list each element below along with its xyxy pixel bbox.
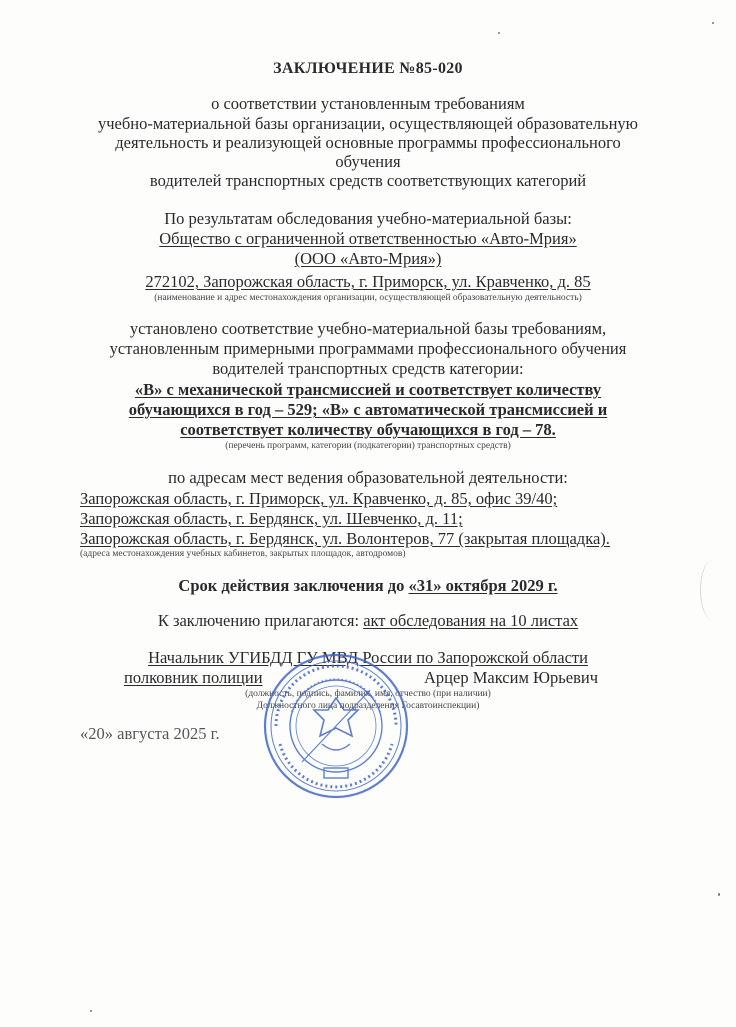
locations-intro: по адресам мест ведения образовательной деятельности:	[168, 468, 568, 487]
subtitle-line-1: о соответствии установленным требованиям	[211, 94, 525, 113]
validity-line	[0, 576, 736, 595]
attachment-line	[0, 611, 736, 630]
signature-caption-2: Должностного лица подразделения Госавтоинспекции)	[256, 701, 480, 711]
scan-mark	[700, 560, 725, 620]
scan-speck	[712, 22, 714, 24]
compliance-line-1: установлено соответствие учебно-материальной базы требованиям,	[129, 319, 607, 338]
attachment-prefix: К заключению прилагаются:	[157, 611, 364, 630]
category-line-3: соответствует количеству обучающихся в год – 78.	[180, 420, 556, 439]
subtitle-line-2: учебно-материальной базы организации, осуществляющей образовательную	[98, 114, 638, 133]
document-title: ЗАКЛЮЧЕНИЕ №85-020	[273, 60, 463, 77]
subtitle-line-5: водителей транспортных средств соответствующих категорий	[149, 171, 587, 190]
signatory-name: Арцер Максим Юрьевич	[424, 668, 598, 687]
category-line-2: обучающихся в год – 529; «В» с автоматической трансмиссией и	[128, 400, 608, 419]
scan-speck	[90, 1010, 92, 1012]
category-caption: (перечень программ, категории (подкатегории) транспортных средств)	[225, 441, 511, 451]
organization-address: 272102, Запорожская область, г. Приморск, ул. Кравченко, д. 85	[145, 272, 591, 291]
official-stamp-icon	[262, 652, 410, 800]
location-address-3: Запорожская область, г. Бердянск, ул. Волонтеров, 77 (закрытая площадка).	[80, 529, 610, 548]
scan-speck	[718, 893, 720, 896]
locations-caption: (адреса местонахождения учебных кабинетов, закрытых площадок, автодромов)	[80, 549, 406, 559]
organization-short-name: (ООО «Авто-Мрия»)	[294, 249, 442, 268]
validity-date: «31» октября 2029 г.	[408, 576, 558, 595]
attachment-text: акт обследования на 10 листах	[363, 611, 579, 630]
organization-caption: (наименование и адрес местонахождения организации, осуществляющей образовательную деятельность)	[154, 293, 582, 303]
compliance-line-2: установленным примерными программами профессионального обучения	[109, 339, 627, 358]
location-address-2: Запорожская область, г. Бердянск, ул. Шевченко, д. 11;	[80, 509, 463, 528]
signatory-rank: полковник полиции	[124, 668, 263, 687]
signature-caption-1: (должность, подпись, фамилия, имя, отчество (при наличии)	[245, 689, 491, 699]
subtitle-line-4: обучения	[335, 152, 401, 171]
subtitle-line-3: деятельность и реализующей основные программы профессионального	[115, 133, 621, 152]
organization-name: Общество с ограниченной ответственностью «Авто-Мрия»	[159, 229, 577, 248]
category-line-1: «В» с механической трансмиссией и соответствует количеству	[134, 380, 602, 399]
location-address-1: Запорожская область, г. Приморск, ул. Кравченко, д. 85, офис 39/40;	[80, 489, 558, 508]
signatory-position: Начальник УГИБДД ГУ МВД России по Запорожской области	[148, 648, 588, 667]
validity-prefix: Срок действия заключения до	[178, 576, 409, 595]
scan-speck	[498, 32, 500, 34]
issue-date: «20» августа 2025 г.	[80, 724, 220, 743]
compliance-line-3: водителей транспортных средств категории:	[212, 359, 524, 378]
survey-intro: По результатам обследования учебно-материальной базы:	[164, 209, 572, 228]
